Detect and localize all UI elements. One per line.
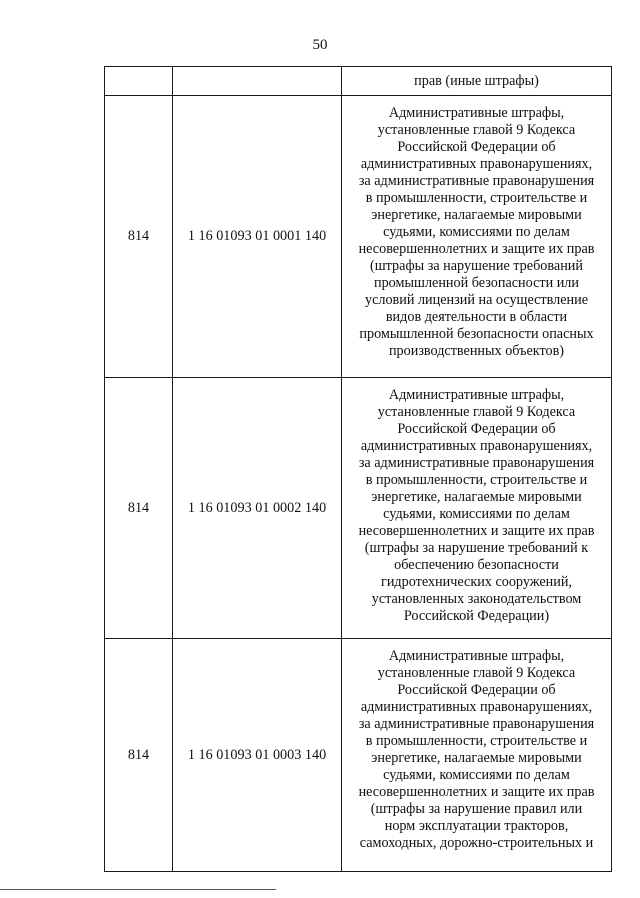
budget-code-cell: 1 16 01093 01 0002 140 — [173, 378, 342, 639]
description-line: судьями, комиссиями по делам — [383, 506, 570, 522]
description-line: энергетике, налагаемые мировыми — [371, 489, 582, 505]
admin-code-cell — [105, 67, 173, 96]
table-row — [105, 67, 612, 96]
description-line: самоходных, дорожно-строительных и — [359, 835, 594, 851]
budget-code-cell: 1 16 01093 01 0003 140 — [173, 639, 342, 872]
description-line: судьями, комиссиями по делам — [383, 767, 570, 783]
description-line: Административные штрафы, — [388, 105, 565, 121]
description-line: энергетике, налагаемые мировыми — [371, 750, 582, 766]
description-line: установленных законодательством — [371, 591, 582, 607]
description-line: обеспечению безопасности — [394, 557, 559, 573]
description-line: Российской Федерации об — [397, 682, 556, 698]
description-line: в промышленности, строительстве и — [365, 190, 588, 206]
description-line: (штрафы за нарушение требований — [370, 258, 583, 274]
description-line: гидротехнических сооружений, — [381, 574, 572, 590]
description-line: (штрафы за нарушение правил или — [370, 801, 583, 817]
description-line: Российской Федерации об — [397, 139, 556, 155]
description-line: Административные штрафы, — [388, 648, 565, 664]
description-line: несовершеннолетних и защите их прав — [358, 241, 595, 257]
description-line: промышленной безопасности или — [374, 275, 579, 291]
description-line: Административные штрафы, — [388, 387, 565, 403]
description-line: прав (иные штрафы) — [414, 72, 539, 89]
description-line: за административные правонарушения — [358, 173, 595, 189]
description-line: установленные главой 9 Кодекса — [377, 404, 576, 420]
description-line: Российской Федерации) — [403, 608, 550, 624]
description-line: административных правонарушениях, — [360, 699, 593, 715]
description-line: условий лицензий на осуществление — [364, 292, 589, 308]
description-line: несовершеннолетних и защите их прав — [358, 784, 595, 800]
admin-code-cell: 814 — [105, 96, 173, 378]
admin-code-cell: 814 — [105, 639, 173, 872]
description-line: в промышленности, строительстве и — [365, 472, 588, 488]
description-line: судьями, комиссиями по делам — [383, 224, 570, 240]
description-line: за административные правонарушения — [358, 455, 595, 471]
table-row — [105, 378, 612, 639]
description-line: видов деятельности в области — [385, 309, 568, 325]
description-cell — [342, 67, 612, 96]
admin-code-cell: 814 — [105, 378, 173, 639]
description-line: за административные правонарушения — [358, 716, 595, 732]
description-line: в промышленности, строительстве и — [365, 733, 588, 749]
description-cell — [342, 639, 612, 872]
description-cell — [342, 378, 612, 639]
description-line: административных правонарушениях, — [360, 438, 593, 454]
description-line: энергетике, налагаемые мировыми — [371, 207, 582, 223]
description-line: Российской Федерации об — [397, 421, 556, 437]
description-line: административных правонарушениях, — [360, 156, 593, 172]
table-row — [105, 639, 612, 872]
description-cell — [342, 96, 612, 378]
description-line: (штрафы за нарушение требований к — [364, 540, 589, 556]
footnote-divider — [0, 889, 276, 890]
description-line: несовершеннолетних и защите их прав — [358, 523, 595, 539]
description-line: промышленной безопасности опасных — [359, 326, 594, 342]
description-line: установленные главой 9 Кодекса — [377, 122, 576, 138]
page-number: 50 — [312, 37, 328, 53]
table-row — [105, 96, 612, 378]
budget-code-cell — [173, 67, 342, 96]
budget-code-cell: 1 16 01093 01 0001 140 — [173, 96, 342, 378]
budget-codes-table — [104, 66, 612, 872]
description-line: установленные главой 9 Кодекса — [377, 665, 576, 681]
description-line: производственных объектов) — [388, 343, 565, 359]
description-line: норм эксплуатации тракторов, — [384, 818, 569, 834]
